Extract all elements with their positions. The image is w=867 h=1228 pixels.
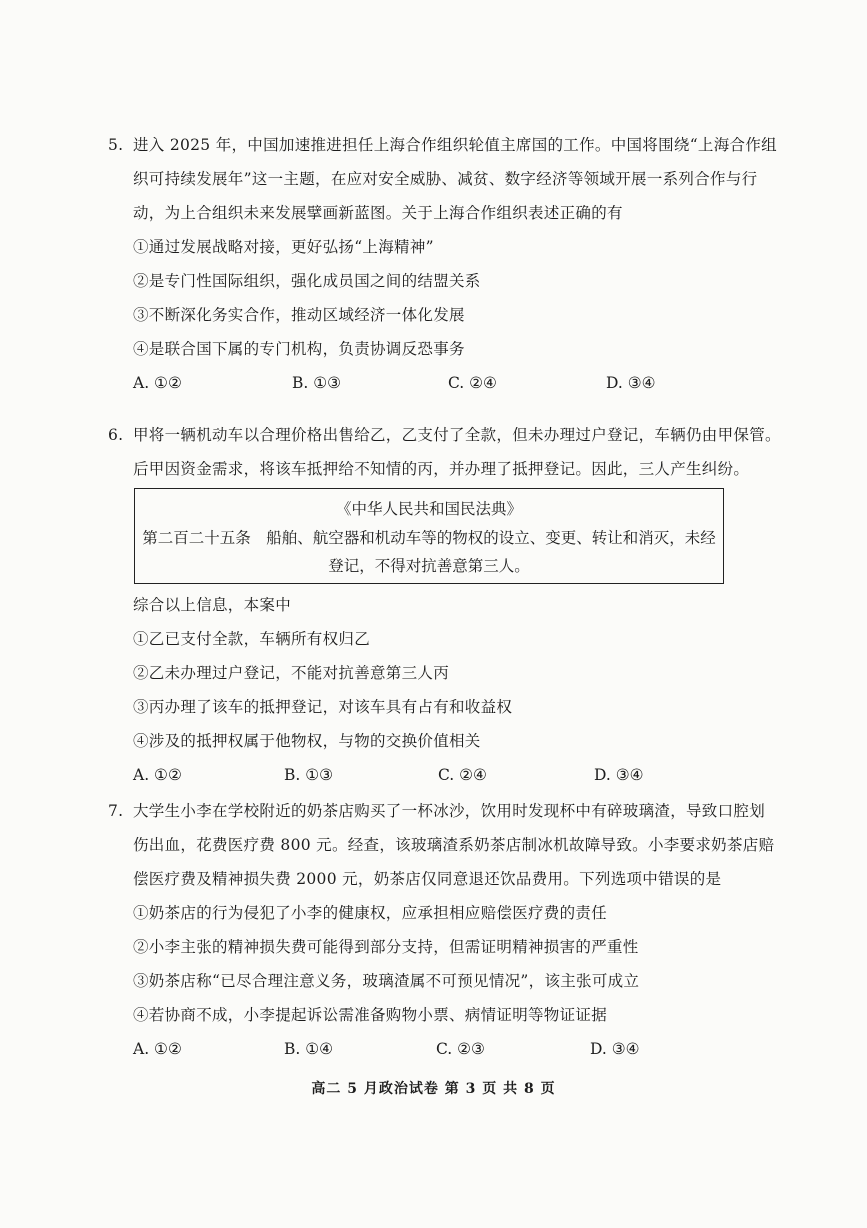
question-5 xyxy=(108,128,778,400)
page-footer: 高二 5 月政治试卷 第 3 页 共 8 页 xyxy=(311,1081,556,1097)
question-text: 后甲因资金需求，将该车抵押给不知情的丙，并办理了抵押登记。因此，三人产生纠纷。 xyxy=(133,460,750,478)
option-b: B. ①③ xyxy=(284,766,334,784)
option-a: A. ①② xyxy=(133,1040,182,1058)
statement: ①乙已支付全款，车辆所有权归乙 xyxy=(133,630,371,648)
option-c: C. ②③ xyxy=(436,1040,485,1058)
option-a: A. ①② xyxy=(133,374,182,392)
answer-options xyxy=(108,758,778,792)
question-number: 6. xyxy=(108,426,124,444)
law-excerpt-box xyxy=(134,488,724,584)
option-d: D. ③④ xyxy=(606,374,656,392)
question-6 xyxy=(108,418,781,486)
answer-options xyxy=(108,366,778,400)
option-c: C. ②④ xyxy=(438,766,487,784)
statement: ②乙未办理过户登记，不能对抗善意第三人丙 xyxy=(133,664,450,682)
statement: ①奶茶店的行为侵犯了小李的健康权，应承担相应赔偿医疗费的责任 xyxy=(133,904,608,922)
option-b: B. ①④ xyxy=(284,1040,334,1058)
question-text: 偿医疗费及精神损失费 2000 元，奶茶店仅同意退还饮品费用。下列选项中错误的是 xyxy=(133,870,722,888)
question-text: 伤出血，花费医疗费 800 元。经查，该玻璃渣系奶茶店制冰机故障导致。小李要求奶茶店赔 xyxy=(133,836,775,854)
law-title: 《中华人民共和国民法典》 xyxy=(335,500,522,518)
answer-options xyxy=(108,1032,778,1066)
statement: ②是专门性国际组织，强化成员国之间的结盟关系 xyxy=(133,272,481,290)
statement: ④涉及的抵押权属于他物权，与物的交换价值相关 xyxy=(133,732,481,750)
option-c: C. ②④ xyxy=(448,374,497,392)
question-text: 进入 2025 年，中国加速推进担任上海合作组织轮值主席国的工作。中国将围绕“上海合作组 xyxy=(133,136,777,154)
statement: ④是联合国下属的专门机构，负责协调反恐事务 xyxy=(133,340,465,358)
question-stem: 综合以上信息，本案中 xyxy=(133,596,292,614)
question-text: 大学生小李在学校附近的奶茶店购买了一杯冰沙，饮用时发现杯中有碎玻璃渣，导致口腔划 xyxy=(133,802,766,820)
option-d: D. ③④ xyxy=(590,1040,640,1058)
question-text: 动，为上合组织未来发展擘画新蓝图。关于上海合作组织表述正确的有 xyxy=(133,204,623,222)
option-b: B. ①③ xyxy=(292,374,342,392)
statement: ③不断深化务实合作，推动区域经济一体化发展 xyxy=(133,306,465,324)
question-number: 7. xyxy=(108,802,124,820)
statement: ②小李主张的精神损失费可能得到部分支持，但需证明精神损害的严重性 xyxy=(133,938,639,956)
option-d: D. ③④ xyxy=(594,766,644,784)
option-a: A. ①② xyxy=(133,766,182,784)
law-article-cont: 登记，不得对抗善意第三人。 xyxy=(328,557,530,575)
question-6-statements xyxy=(108,588,778,792)
statement: ③奶茶店称“已尽合理注意义务，玻璃渣属不可预见情况”，该主张可成立 xyxy=(133,972,640,990)
statement: ④若协商不成，小李提起诉讼需准备购物小票、病情证明等物证证据 xyxy=(133,1006,608,1024)
question-number: 5. xyxy=(108,136,124,154)
question-7 xyxy=(108,794,778,1066)
statement: ①通过发展战略对接，更好弘扬“上海精神” xyxy=(133,238,434,256)
question-text: 织可持续发展年”这一主题，在应对安全威胁、减贫、数字经济等领域开展一系列合作与行 xyxy=(133,170,758,188)
statement: ③丙办理了该车的抵押登记，对该车具有占有和收益权 xyxy=(133,698,513,716)
question-text: 甲将一辆机动车以合理价格出售给乙，乙支付了全款，但未办理过户登记，车辆仍由甲保管。 xyxy=(133,426,781,444)
law-article: 第二百二十五条 船舶、航空器和机动车等的物权的设立、变更、转让和消灭，未经 xyxy=(142,529,716,547)
